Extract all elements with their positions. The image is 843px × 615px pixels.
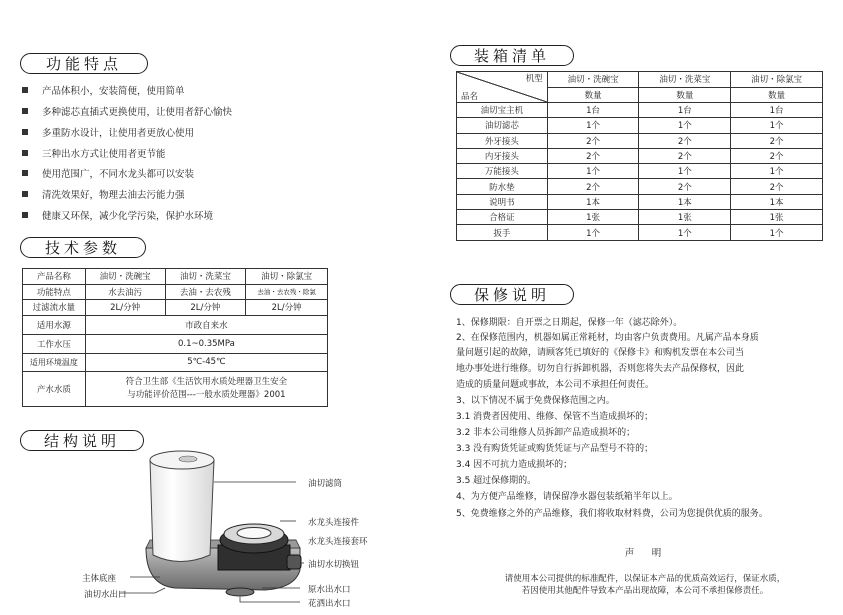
- table-cell: 外牙接头: [457, 133, 548, 148]
- corner-label-model: 机型: [525, 74, 543, 84]
- specs-heading: 技术参数: [20, 237, 146, 258]
- table-cell: 1本: [731, 194, 823, 209]
- table-cell: 适用水源: [23, 315, 86, 334]
- table-cell: 1张: [639, 210, 731, 225]
- label-raw-outlet: 原水出水口: [308, 585, 351, 595]
- packing-heading: 装箱清单: [450, 45, 574, 66]
- table-cell: 市政自来水: [85, 315, 327, 334]
- table-cell: 产品名称: [23, 269, 86, 285]
- table-cell: 1个: [731, 118, 823, 133]
- table-cell: 1个: [547, 118, 639, 133]
- table-cell: 油切宝主机: [457, 103, 548, 118]
- table-cell: 防水垫: [457, 179, 548, 194]
- warranty-line: 2、在保修范围内，机器如属正常耗材，均由客户负责费用。凡属产品本身质: [456, 333, 759, 343]
- table-cell: 2个: [547, 148, 639, 163]
- filter-cylinder-shape: [150, 460, 214, 562]
- table-cell: 1个: [639, 164, 731, 179]
- table-row: [457, 164, 823, 179]
- feature-item: 健康又环保，减少化学污染，保护水环境: [22, 211, 213, 222]
- table-cell: 油切・除氯宝: [246, 269, 328, 285]
- table-cell: 1个: [731, 225, 823, 240]
- table-corner-cell: [457, 72, 548, 103]
- table-cell: 1个: [639, 225, 731, 240]
- warranty-line: 造成的质量问题或事故，本公司不承担任何责任。: [456, 380, 655, 390]
- table-cell: 2个: [731, 179, 823, 194]
- table-cell: 工作水压: [23, 334, 86, 353]
- feature-item: 清洗效果好，物理去油去污能力强: [22, 190, 185, 201]
- table-cell: 油切滤芯: [457, 118, 548, 133]
- feature-item: 使用范围广，不同水龙头都可以安装: [22, 169, 194, 180]
- table-cell: 万能接头: [457, 164, 548, 179]
- warranty-heading: 保修说明: [450, 284, 574, 305]
- feature-item: 多重防水设计，让使用者更放心使用: [22, 128, 194, 139]
- warranty-line: 3.1 消费者因使用、维修、保管不当造成损坏的；: [456, 412, 654, 422]
- table-cell: 水去油污: [85, 284, 165, 300]
- table-cell: 1张: [547, 210, 639, 225]
- corner-label-name: 品名: [461, 92, 479, 102]
- connector-hole-shape: [237, 528, 271, 539]
- table-cell: 油切・除氯宝: [731, 72, 823, 88]
- warranty-line: 4、为方便产品维修，请保留净水器包装纸箱半年以上。: [456, 492, 678, 502]
- table-row: [457, 133, 823, 148]
- table-cell: 过滤流水量: [23, 300, 86, 316]
- table-cell: 2L/分钟: [85, 300, 165, 316]
- warranty-line: 3.2 非本公司维修人员拆卸产品造成损坏的；: [456, 428, 636, 438]
- label-shower-outlet: 花洒出水口: [308, 599, 351, 609]
- table-row: [457, 148, 823, 163]
- table-cell: 2个: [731, 133, 823, 148]
- table-cell: 扳手: [457, 225, 548, 240]
- table-cell: 1本: [639, 194, 731, 209]
- table-cell: 油切・洗碗宝: [85, 269, 165, 285]
- features-heading: 功能特点: [20, 53, 148, 74]
- table-cell: 2个: [731, 148, 823, 163]
- table-row: [457, 72, 823, 88]
- table-cell: 油切・洗菜宝: [165, 269, 246, 285]
- table-cell: 数量: [639, 87, 731, 103]
- packing-table: [456, 71, 823, 241]
- outlet-shape: [226, 588, 254, 596]
- label-switch-knob: 油切水切换钮: [308, 560, 360, 570]
- table-cell: 数量: [731, 87, 823, 103]
- table-cell: 功能特点: [23, 284, 86, 300]
- warranty-line: 3.5 超过保修期的。: [456, 476, 537, 486]
- table-cell: 油切・洗碗宝: [547, 72, 639, 88]
- table-cell: 1台: [639, 103, 731, 118]
- warranty-line: 3.3 没有购货凭证或购货凭证与产品型号不符的；: [456, 444, 654, 454]
- table-cell: 2个: [639, 133, 731, 148]
- switch-knob-shape: [287, 555, 301, 569]
- table-cell: 2L/分钟: [246, 300, 328, 316]
- filter-cap-shape: [179, 456, 197, 462]
- table-cell: 1个: [547, 225, 639, 240]
- feature-item: 产品体积小，安装简便，使用简单: [22, 86, 185, 97]
- quality-line: 符合卫生部《生活饮用水质处理器卫生安全: [125, 376, 288, 387]
- table-cell: 5℃-45℃: [85, 353, 327, 371]
- table-cell: 1个: [639, 118, 731, 133]
- table-cell: 1本: [547, 194, 639, 209]
- table-cell: 1台: [547, 103, 639, 118]
- table-row: [457, 179, 823, 194]
- warranty-line: 1、保修期限：自开票之日期起，保修一年（滤芯除外）。: [456, 318, 683, 328]
- table-cell: 去油・去农残: [165, 284, 246, 300]
- table-cell: 2个: [547, 179, 639, 194]
- table-cell: 去油・去农残・除氯: [246, 284, 328, 300]
- table-cell: 2个: [639, 179, 731, 194]
- label-filtered-outlet: 油切水出口: [84, 590, 127, 600]
- table-row: [457, 103, 823, 118]
- notice-line: 请使用本公司提供的标准配件，以保证本产品的优质高效运行，保证水质，: [504, 574, 786, 584]
- packing-rows: [457, 103, 823, 241]
- table-cell: 1台: [731, 103, 823, 118]
- table-cell: 适用环境温度: [23, 353, 86, 371]
- table-cell: 数量: [547, 87, 639, 103]
- structure-heading: 结构说明: [20, 430, 144, 451]
- feature-item: 多种滤芯直插式更换使用，让使用者舒心愉快: [22, 107, 232, 118]
- table-cell: 1个: [731, 164, 823, 179]
- table-cell: 1个: [547, 164, 639, 179]
- table-row: [457, 118, 823, 133]
- table-cell: 内牙接头: [457, 148, 548, 163]
- table-cell: 2个: [547, 133, 639, 148]
- table-row: [457, 210, 823, 225]
- warranty-line: 量问题引起的故障，请顾客凭已填好的《保修卡》和购机发票在本公司当: [456, 348, 745, 358]
- table-cell: 0.1~0.35MPa: [85, 334, 327, 353]
- label-faucet-connector: 水龙头连接件: [308, 518, 360, 528]
- table-row: [457, 225, 823, 240]
- table-cell: 合格证: [457, 210, 548, 225]
- table-cell: 1张: [731, 210, 823, 225]
- warranty-line: 3.4 因不可抗力造成损坏的；: [456, 460, 573, 470]
- quality-line: 与功能评价范围---一般水质处理器》2001: [127, 389, 286, 400]
- feature-item: 三种出水方式让使用者更节能: [22, 149, 166, 160]
- warranty-line: 地办事处进行维修。切勿自行拆卸机器，否则您将失去产品保修权，因此: [456, 364, 745, 374]
- table-row: [457, 194, 823, 209]
- warranty-line: 5、免费维修之外的产品维修，我们将收取材料费，公司为您提供优质的服务。: [456, 509, 768, 519]
- label-main-base: 主体底座: [82, 574, 117, 584]
- label-connector-ring: 水龙头连接套环: [308, 537, 368, 547]
- table-cell: 2个: [639, 148, 731, 163]
- notice-line: 若因使用其他配件导致本产品出现故障，本公司不承担保修责任。: [521, 586, 769, 596]
- warranty-line: 3、以下情况不属于免费保修范围之内。: [456, 396, 615, 406]
- table-cell: 2L/分钟: [165, 300, 246, 316]
- label-filter-cartridge: 油切滤筒: [308, 479, 343, 489]
- table-cell: 说明书: [457, 194, 548, 209]
- notice-title: 声 明: [624, 548, 666, 559]
- table-cell: 产水水质: [23, 371, 86, 406]
- table-cell: 油切・洗菜宝: [639, 72, 731, 88]
